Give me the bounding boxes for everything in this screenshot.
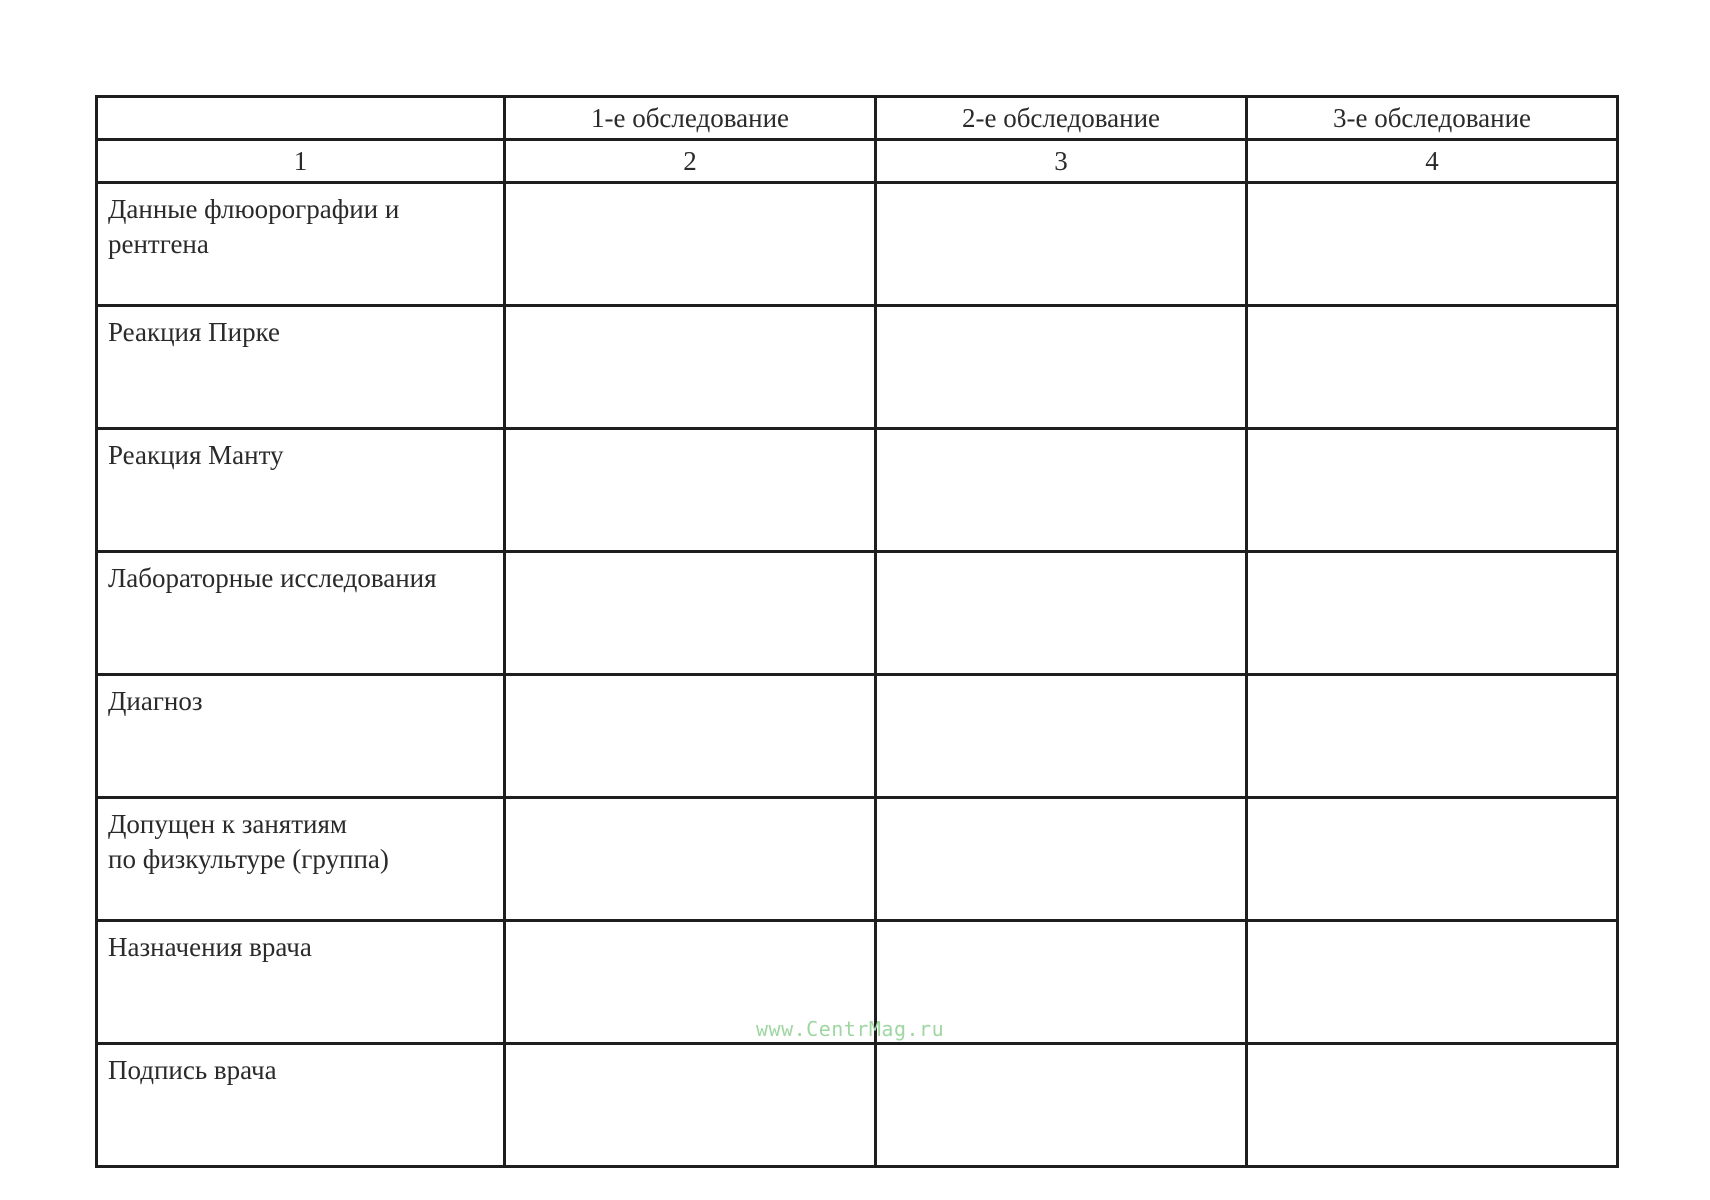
entry-cell[interactable]	[1247, 675, 1618, 798]
header-cell: 1-е обследование	[505, 97, 876, 140]
entry-cell[interactable]	[876, 183, 1247, 306]
table-row	[97, 429, 1618, 552]
entry-cell[interactable]	[505, 675, 876, 798]
table-row	[97, 675, 1618, 798]
entry-cell[interactable]	[1247, 306, 1618, 429]
table-row	[97, 306, 1618, 429]
entry-cell[interactable]	[876, 1044, 1247, 1167]
entry-cell[interactable]	[876, 675, 1247, 798]
table-row	[97, 798, 1618, 921]
entry-cell[interactable]	[876, 429, 1247, 552]
entry-cell[interactable]	[876, 552, 1247, 675]
row-label: Диагноз	[97, 675, 505, 798]
column-number-cell: 1	[97, 140, 505, 183]
row-label: Допущен к занятиям по физкультуре (группа)	[97, 798, 505, 921]
entry-cell[interactable]	[876, 798, 1247, 921]
table-row	[97, 552, 1618, 675]
column-number-row	[97, 140, 1618, 183]
entry-cell[interactable]	[1247, 429, 1618, 552]
entry-cell[interactable]	[505, 306, 876, 429]
watermark-text: www.CentrMag.ru	[756, 1017, 945, 1041]
entry-cell[interactable]	[505, 798, 876, 921]
header-cell: 3-е обследование	[1247, 97, 1618, 140]
table-row	[97, 1044, 1618, 1167]
entry-cell[interactable]	[505, 183, 876, 306]
entry-cell[interactable]	[505, 1044, 876, 1167]
row-label: Подпись врача	[97, 1044, 505, 1167]
entry-cell[interactable]	[505, 429, 876, 552]
entry-cell[interactable]	[876, 306, 1247, 429]
row-label: Реакция Манту	[97, 429, 505, 552]
header-cell	[97, 97, 505, 140]
column-number-cell: 4	[1247, 140, 1618, 183]
entry-cell[interactable]	[505, 552, 876, 675]
header-row	[97, 97, 1618, 140]
medical-exam-table	[95, 95, 1619, 1168]
entry-cell[interactable]	[1247, 798, 1618, 921]
column-number-cell: 3	[876, 140, 1247, 183]
table-row	[97, 183, 1618, 306]
row-label: Данные флюорографии и рентгена	[97, 183, 505, 306]
entry-cell[interactable]	[1247, 1044, 1618, 1167]
entry-cell[interactable]	[1247, 552, 1618, 675]
column-number-cell: 2	[505, 140, 876, 183]
entry-cell[interactable]	[1247, 183, 1618, 306]
entry-cell[interactable]	[1247, 921, 1618, 1044]
row-label: Реакция Пирке	[97, 306, 505, 429]
row-label: Назначения врача	[97, 921, 505, 1044]
row-label: Лабораторные исследования	[97, 552, 505, 675]
header-cell: 2-е обследование	[876, 97, 1247, 140]
